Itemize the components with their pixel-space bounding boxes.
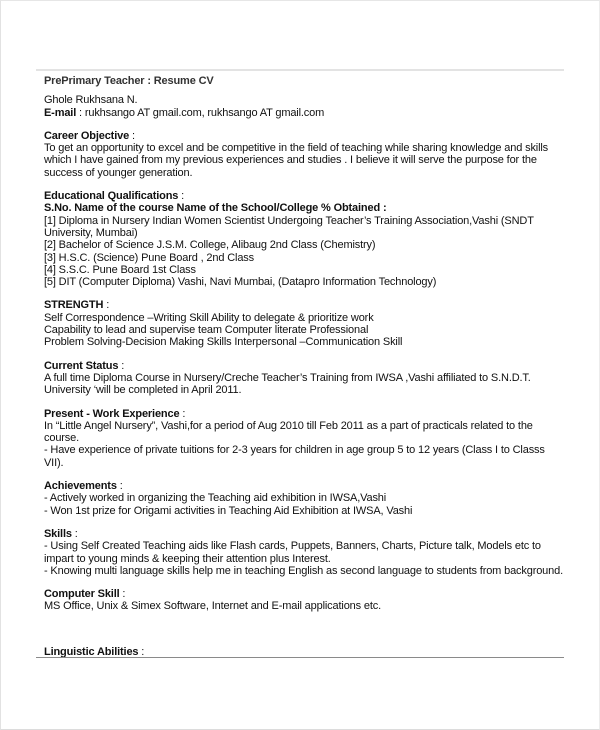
- section-heading: [44, 360, 564, 372]
- section-heading: [44, 588, 564, 600]
- section-heading: [44, 528, 564, 540]
- education-item: [1] Diploma in Nursery Indian Women Scientist Undergoing Teacher’s Training Association,Vashi (SNDT University, Mumbai): [44, 214, 534, 239]
- email-value: : rukhsango AT gmail.com, rukhsango AT gmail.com: [76, 106, 325, 119]
- section-current-status: [44, 360, 564, 397]
- heading-colon: :: [119, 588, 126, 601]
- heading-colon: :: [103, 299, 110, 312]
- heading-colon: :: [178, 190, 185, 203]
- section-strength: [44, 299, 564, 348]
- contact-block: [44, 94, 564, 119]
- skill-item: - Using Self Created Teaching aids like Flash cards, Puppets, Banners, Charts, Picture talk, Models etc to impart to young minds & keeping their attention plus Interest.: [44, 540, 541, 565]
- strength-item: Capability to lead and supervise team Computer literate Professional: [44, 324, 369, 337]
- career-objective-text: To get an opportunity to excel and be competitive in the field of teaching while sharing knowledge and skills which I have gained from my previous experiences and studies . I believe it will serve the purpose for the success of younger generation.: [44, 142, 549, 179]
- achievement-item: - Actively worked in organizing the Teaching aid exhibition in IWSA,Vashi: [44, 492, 387, 505]
- section-heading: [44, 190, 564, 202]
- heading-colon: :: [129, 129, 135, 142]
- section-heading: [44, 408, 564, 420]
- education-item: [5] DIT (Computer Diploma) Vashi, Navi Mumbai, (Datapro Information Technology): [44, 276, 437, 289]
- education-item: [3] H.S.C. (Science) Pune Board , 2nd Class: [44, 251, 254, 264]
- strength-item: Problem Solving-Decision Making Skills Interpersonal –Communication Skill: [44, 336, 403, 349]
- heading-text: Skills: [44, 527, 72, 540]
- heading-colon: :: [138, 646, 145, 657]
- heading-colon: :: [118, 359, 125, 372]
- section-education: [44, 190, 564, 288]
- section-career-objective: [44, 130, 564, 179]
- section-work-experience: [44, 408, 564, 469]
- heading-text: Career Objective: [44, 129, 130, 142]
- achievement-item: - Won 1st prize for Origami activities in Teaching Aid Exhibition at IWSA, Vashi: [44, 504, 413, 517]
- candidate-name: Ghole Rukhsana N.: [44, 94, 138, 107]
- heading-colon: :: [116, 480, 123, 493]
- email-line: [44, 107, 564, 119]
- heading-text: Linguistic Abilities: [44, 646, 139, 657]
- heading-text: STRENGTH: [44, 299, 104, 312]
- section-heading: [44, 646, 564, 657]
- resume-page: [44, 75, 564, 624]
- work-experience-item: - Have experience of private tuitions for 2-3 years for children in age group 5 to 12 years (Class I to Classs VII).: [44, 444, 545, 469]
- top-divider: [36, 69, 564, 71]
- heading-colon: :: [71, 527, 78, 540]
- education-item: [2] Bachelor of Science J.S.M. College, Alibaug 2nd Class (Chemistry): [44, 239, 376, 252]
- skill-item: - Knowing multi language skills help me in teaching English as second language to students from background.: [44, 564, 563, 577]
- heading-text: Current Status: [44, 359, 119, 372]
- strength-item: Self Correspondence –Writing Skill Ability to delegate & prioritize work: [44, 311, 374, 324]
- education-table-header: S.No. Name of the course Name of the School/College % Obtained :: [44, 202, 387, 215]
- heading-text: Present - Work Experience: [44, 407, 180, 420]
- heading-colon: :: [179, 407, 186, 420]
- section-linguistic-abilities: [44, 646, 564, 657]
- document-title: PrePrimary Teacher : Resume CV: [44, 75, 214, 87]
- section-heading: [44, 480, 564, 492]
- bottom-divider: [36, 657, 564, 658]
- work-experience-item: In “Little Angel Nursery”, Vashi,for a period of Aug 2010 till Feb 2011 as a part of practicals related to the course.: [44, 419, 533, 445]
- section-computer-skill: [44, 588, 564, 613]
- section-skills: [44, 528, 564, 577]
- section-achievements: [44, 480, 564, 517]
- heading-text: Educational Qualifications: [44, 190, 179, 203]
- heading-text: Computer Skill: [44, 588, 120, 601]
- computer-skill-text: MS Office, Unix & Simex Software, Internet and E-mail applications etc.: [44, 600, 382, 613]
- current-status-text: A full time Diploma Course in Nursery/Creche Teacher’s Training from IWSA ,Vashi affiliated to S.N.D.T. University ‘will be completed in April 2011.: [44, 371, 531, 397]
- education-item: [4] S.S.C. Pune Board 1st Class: [44, 263, 196, 276]
- section-heading: [44, 130, 564, 142]
- section-heading: [44, 299, 564, 311]
- heading-text: Achievements: [44, 480, 117, 493]
- email-label: E-mail: [44, 106, 77, 119]
